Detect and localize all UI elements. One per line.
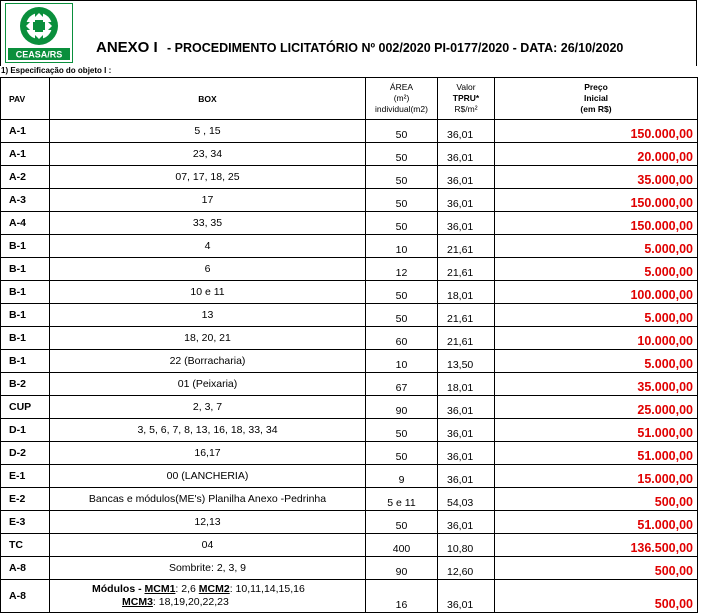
cell-box: 4 xyxy=(50,235,366,258)
cell-box: 12,13 xyxy=(50,511,366,534)
mcm2-label: MCM2 xyxy=(198,583,230,595)
cell-box: 3, 5, 6, 7, 8, 13, 16, 18, 33, 34 xyxy=(50,419,366,442)
header-valor xyxy=(438,78,495,120)
spec-label: 1) Especificação do objeto I : xyxy=(1,66,112,75)
cell-valor: 21,61 xyxy=(438,235,495,258)
cell-pav: A-8 xyxy=(1,557,50,580)
table-row xyxy=(1,511,698,534)
cell-box: 6 xyxy=(50,258,366,281)
cell-preco: 51.000,00 xyxy=(495,419,698,442)
cell-box: 01 (Peixaria) xyxy=(50,373,366,396)
cell-pav: E-3 xyxy=(1,511,50,534)
cell-preco: 10.000,00 xyxy=(495,327,698,350)
cell-preco: 5.000,00 xyxy=(495,235,698,258)
table-row xyxy=(1,143,698,166)
modules-line-2 xyxy=(52,596,363,609)
cell-valor: 36,01 xyxy=(438,143,495,166)
cell-preco: 150.000,00 xyxy=(495,189,698,212)
cell-area: 90 xyxy=(366,557,438,580)
table-row xyxy=(1,235,698,258)
header-valor-l2: TPRU* xyxy=(452,93,480,103)
table-row xyxy=(1,281,698,304)
cell-pav: B-1 xyxy=(1,258,50,281)
cell-valor: 36,01 xyxy=(438,212,495,235)
mcm1-values: : 2,6 xyxy=(175,583,199,595)
table-row xyxy=(1,258,698,281)
cell-preco: 150.000,00 xyxy=(495,120,698,143)
cell-valor: 18,01 xyxy=(438,281,495,304)
cell-area: 5 e 11 xyxy=(366,488,438,511)
cell-pav: B-1 xyxy=(1,350,50,373)
cell-area: 60 xyxy=(366,327,438,350)
cell-valor: 36,01 xyxy=(438,396,495,419)
cell-valor: 36,01 xyxy=(438,580,495,613)
table-row xyxy=(1,189,698,212)
cell-pav: B-1 xyxy=(1,304,50,327)
table-row xyxy=(1,373,698,396)
cell-area: 16 xyxy=(366,580,438,613)
cell-pav: B-1 xyxy=(1,281,50,304)
table-row xyxy=(1,212,698,235)
cell-valor: 36,01 xyxy=(438,120,495,143)
cell-pav: TC xyxy=(1,534,50,557)
header-area-l3: individual(m2) xyxy=(375,104,428,114)
cell-preco: 5.000,00 xyxy=(495,258,698,281)
header-preco xyxy=(495,78,698,120)
cell-box: 17 xyxy=(50,189,366,212)
table-row xyxy=(1,166,698,189)
annex-title: ANEXO I xyxy=(96,39,158,56)
cell-area: 50 xyxy=(366,281,438,304)
cell-area: 50 xyxy=(366,419,438,442)
cell-preco: 136.500,00 xyxy=(495,534,698,557)
cell-valor: 10,80 xyxy=(438,534,495,557)
cell-area: 50 xyxy=(366,511,438,534)
cell-pav: A-1 xyxy=(1,120,50,143)
table-row xyxy=(1,350,698,373)
cell-pav: B-1 xyxy=(1,235,50,258)
cell-area: 10 xyxy=(366,235,438,258)
header-area-l1: ÁREA xyxy=(389,82,414,92)
procedure-title: - PROCEDIMENTO LICITATÓRIO Nº 002/2020 PI-0177/2020 - DATA: 26/10/2020 xyxy=(167,41,624,55)
cell-box: 18, 20, 21 xyxy=(50,327,366,350)
header-pav: PAV xyxy=(1,78,50,120)
table-row xyxy=(1,396,698,419)
table-row xyxy=(1,488,698,511)
cell-box: 04 xyxy=(50,534,366,557)
document-header xyxy=(0,0,697,66)
header-preco-l3: (em R$) xyxy=(580,104,612,114)
table-row xyxy=(1,465,698,488)
cell-valor: 21,61 xyxy=(438,258,495,281)
cell-preco: 51.000,00 xyxy=(495,442,698,465)
mcm3-label: MCM3 xyxy=(122,596,153,608)
header-valor-l3: R$/m² xyxy=(454,104,478,114)
cell-pav: A-4 xyxy=(1,212,50,235)
cell-pav: CUP xyxy=(1,396,50,419)
header-box: BOX xyxy=(50,78,366,120)
table-row xyxy=(1,557,698,580)
cell-valor: 36,01 xyxy=(438,189,495,212)
cell-box: 22 (Borracharia) xyxy=(50,350,366,373)
cell-box: 07, 17, 18, 25 xyxy=(50,166,366,189)
modules-prefix: Módulos - xyxy=(92,583,145,595)
modules-line-1 xyxy=(52,583,363,596)
table-row xyxy=(1,442,698,465)
ceasa-logo-icon xyxy=(5,3,73,63)
table-row xyxy=(1,534,698,557)
table-row xyxy=(1,120,698,143)
cell-preco: 5.000,00 xyxy=(495,350,698,373)
cell-valor: 36,01 xyxy=(438,419,495,442)
cell-valor: 18,01 xyxy=(438,373,495,396)
cell-valor: 36,01 xyxy=(438,166,495,189)
cell-box: Bancas e módulos(ME's) Planilha Anexo -Pedrinha xyxy=(50,488,366,511)
cell-area: 10 xyxy=(366,350,438,373)
cell-box: 33, 35 xyxy=(50,212,366,235)
cell-valor: 36,01 xyxy=(438,511,495,534)
cell-box: 5 , 15 xyxy=(50,120,366,143)
cell-box: 2, 3, 7 xyxy=(50,396,366,419)
cell-valor: 21,61 xyxy=(438,327,495,350)
cell-box-modules xyxy=(50,580,366,613)
cell-preco: 51.000,00 xyxy=(495,511,698,534)
cell-area: 67 xyxy=(366,373,438,396)
cell-area: 400 xyxy=(366,534,438,557)
cell-box: 13 xyxy=(50,304,366,327)
cell-pav: D-1 xyxy=(1,419,50,442)
cell-box: 00 (LANCHERIA) xyxy=(50,465,366,488)
cell-pav: D-2 xyxy=(1,442,50,465)
logo-text: CEASA/RS xyxy=(15,49,63,60)
cell-area: 50 xyxy=(366,212,438,235)
cell-preco: 150.000,00 xyxy=(495,212,698,235)
header-area xyxy=(366,78,438,120)
mcm1-label: MCM1 xyxy=(144,583,176,595)
cell-box: 10 e 11 xyxy=(50,281,366,304)
cell-pav: B-1 xyxy=(1,327,50,350)
cell-preco: 35.000,00 xyxy=(495,166,698,189)
cell-valor: 36,01 xyxy=(438,442,495,465)
cell-pav: A-1 xyxy=(1,143,50,166)
cell-pav: A-8 xyxy=(1,580,50,613)
lots-table xyxy=(0,77,698,613)
cell-preco: 500,00 xyxy=(495,580,698,613)
cell-pav: B-2 xyxy=(1,373,50,396)
cell-preco: 20.000,00 xyxy=(495,143,698,166)
cell-preco: 25.000,00 xyxy=(495,396,698,419)
cell-area: 12 xyxy=(366,258,438,281)
cell-area: 9 xyxy=(366,465,438,488)
cell-box: 16,17 xyxy=(50,442,366,465)
cell-valor: 54,03 xyxy=(438,488,495,511)
cell-pav: A-3 xyxy=(1,189,50,212)
cell-valor: 12,60 xyxy=(438,557,495,580)
cell-area: 90 xyxy=(366,396,438,419)
cell-box: Sombrite: 2, 3, 9 xyxy=(50,557,366,580)
cell-area: 50 xyxy=(366,304,438,327)
cell-area: 50 xyxy=(366,143,438,166)
table-row xyxy=(1,419,698,442)
mcm3-values: : 18,19,20,22,23 xyxy=(152,596,229,608)
cell-box: 23, 34 xyxy=(50,143,366,166)
cell-valor: 36,01 xyxy=(438,465,495,488)
header-preco-l1: Preço xyxy=(584,82,608,92)
cell-area: 50 xyxy=(366,120,438,143)
cell-pav: E-1 xyxy=(1,465,50,488)
cell-preco: 100.000,00 xyxy=(495,281,698,304)
header-preco-l2: Inicial xyxy=(583,93,609,103)
table-row xyxy=(1,327,698,350)
cell-preco: 35.000,00 xyxy=(495,373,698,396)
ceasa-logo xyxy=(5,3,73,63)
cell-valor: 13,50 xyxy=(438,350,495,373)
table-row xyxy=(1,304,698,327)
cell-area: 50 xyxy=(366,166,438,189)
cell-pav: A-2 xyxy=(1,166,50,189)
mcm2-values: : 10,11,14,15,16 xyxy=(229,583,305,595)
cell-pav: E-2 xyxy=(1,488,50,511)
table-header-row xyxy=(1,78,698,120)
table-body xyxy=(1,120,698,580)
cell-preco: 5.000,00 xyxy=(495,304,698,327)
cell-area: 50 xyxy=(366,442,438,465)
cell-area: 50 xyxy=(366,189,438,212)
table-row-modules xyxy=(1,580,698,613)
cell-preco: 15.000,00 xyxy=(495,465,698,488)
header-valor-l1: Valor xyxy=(456,82,476,92)
cell-preco: 500,00 xyxy=(495,557,698,580)
cell-preco: 500,00 xyxy=(495,488,698,511)
cell-valor: 21,61 xyxy=(438,304,495,327)
header-area-l2: (m²) xyxy=(393,93,410,103)
